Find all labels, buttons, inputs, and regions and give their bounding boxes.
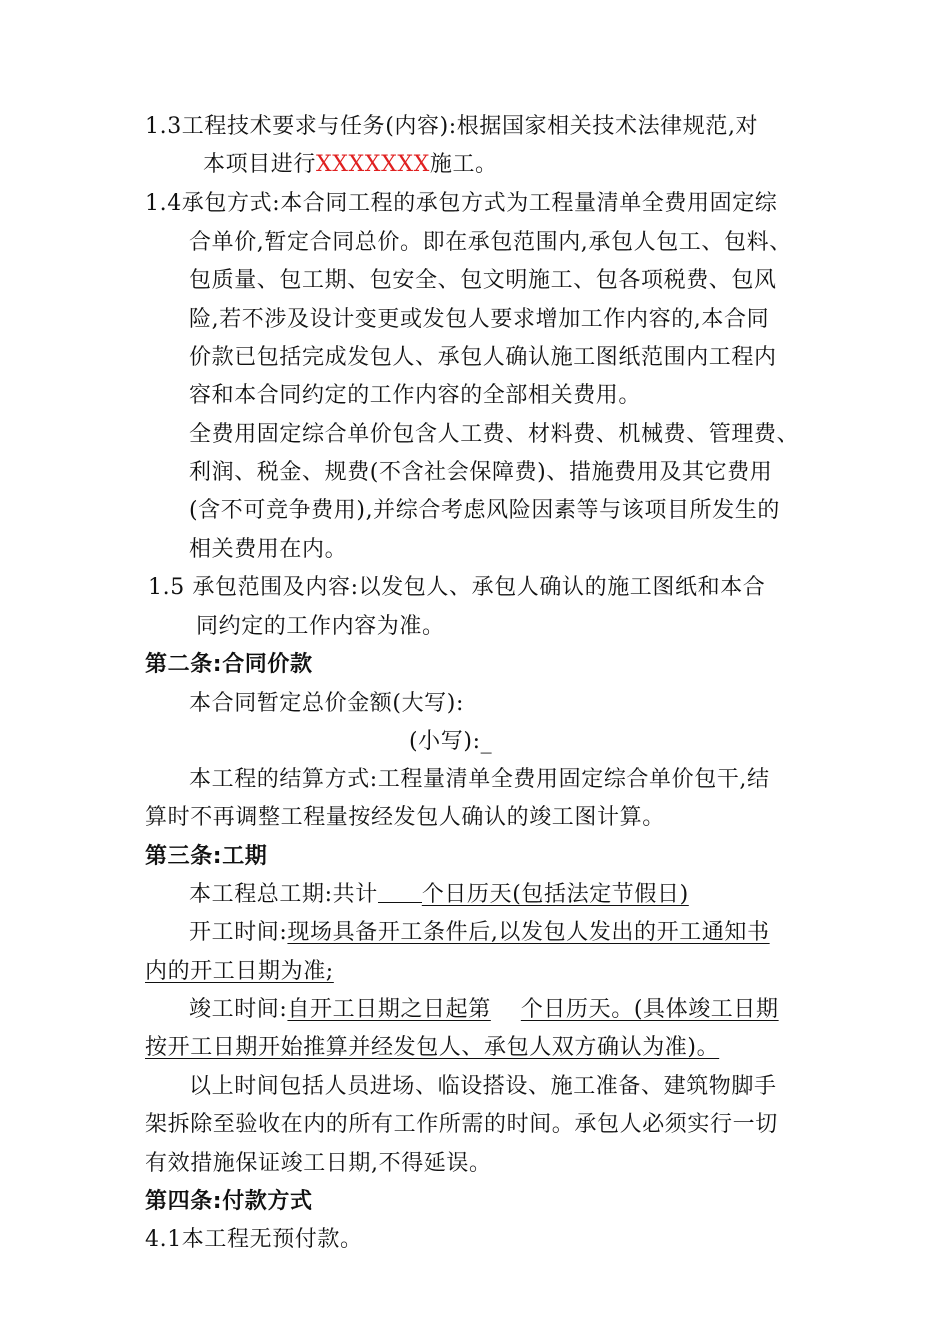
clause-1-4-line-2: 合单价,暂定合同总价。即在承包范围内,承包人包工、包料、 xyxy=(189,230,792,255)
clause-1-4-line-10: 相关费用在内。 xyxy=(189,537,348,562)
clause-1-4-line-7: 全费用固定综合单价包含人工费、材料费、机械费、管理费、 xyxy=(189,422,800,447)
completion-time-line-1: 竣工时间:自开工日期之日起第 个日历天。(具体竣工日期 xyxy=(189,997,779,1022)
clause-1-4-line-9: (含不可竞争费用),并综合考虑风险因素等与该项目所发生的 xyxy=(189,498,780,523)
clause-1-4-line-1: 1.4承包方式:本合同工程的承包方式为工程量清单全费用固定综 xyxy=(145,191,778,216)
clause-1-3-line-2: 本项目进行XXXXXXX施工。 xyxy=(203,152,498,177)
price-lowercase-line: (小写):_ xyxy=(409,729,493,754)
clause-1-4-line-3: 包质量、包工期、包安全、包文明施工、包各项税费、包风 xyxy=(189,268,777,293)
clause-4-1-line: 4.1本工程无预付款。 xyxy=(145,1227,363,1252)
clause-1-3-line-1: 1.3工程技术要求与任务(内容):根据国家相关技术法律规范,对 xyxy=(145,114,759,139)
time-scope-line-2: 架拆除至验收在内的所有工作所需的时间。承包人必须实行一切 xyxy=(145,1112,778,1137)
time-scope-line-1: 以上时间包括人员进场、临设搭设、施工准备、建筑物脚手 xyxy=(189,1074,777,1099)
placeholder-project-name: XXXXXXX xyxy=(316,152,430,177)
settlement-line-1: 本工程的结算方式:工程量清单全费用固定综合单价包干,结 xyxy=(189,767,770,792)
clause-1-4-line-5: 价款已包括完成发包人、承包人确认施工图纸范围内工程内 xyxy=(189,345,777,370)
clause-1-5-line-2: 同约定的工作内容为准。 xyxy=(196,614,445,639)
time-scope-line-3: 有效措施保证竣工日期,不得延误。 xyxy=(145,1151,492,1176)
duration-blank xyxy=(378,880,422,903)
start-time-line-2: 内的开工日期为准; xyxy=(145,959,334,984)
clause-1-5-line-1: 1.5 承包范围及内容:以发包人、承包人确认的施工图纸和本合 xyxy=(148,575,766,600)
section-heading-4: 第四条:付款方式 xyxy=(145,1189,313,1214)
section-heading-2: 第二条:合同价款 xyxy=(145,652,313,677)
completion-time-line-2: 按开工日期开始推算并经发包人、承包人双方确认为准)。 xyxy=(145,1035,720,1060)
settlement-line-2: 算时不再调整工程量按经发包人确认的竣工图计算。 xyxy=(145,805,665,830)
duration-line: 本工程总工期:共计 个日历天(包括法定节假日) xyxy=(189,882,689,907)
section-heading-3: 第三条:工期 xyxy=(145,844,268,869)
start-time-line-1: 开工时间:现场具备开工条件后,以发包人发出的开工通知书 xyxy=(189,920,770,945)
clause-1-4-line-4: 险,若不涉及设计变更或发包人要求增加工作内容的,本合同 xyxy=(189,307,770,332)
clause-1-4-line-8: 利润、税金、规费(不含社会保障费)、措施费用及其它费用 xyxy=(189,460,773,485)
clause-1-4-line-6: 容和本合同约定的工作内容的全部相关费用。 xyxy=(189,383,642,408)
price-uppercase-line: 本合同暂定总价金额(大写): xyxy=(189,691,464,716)
